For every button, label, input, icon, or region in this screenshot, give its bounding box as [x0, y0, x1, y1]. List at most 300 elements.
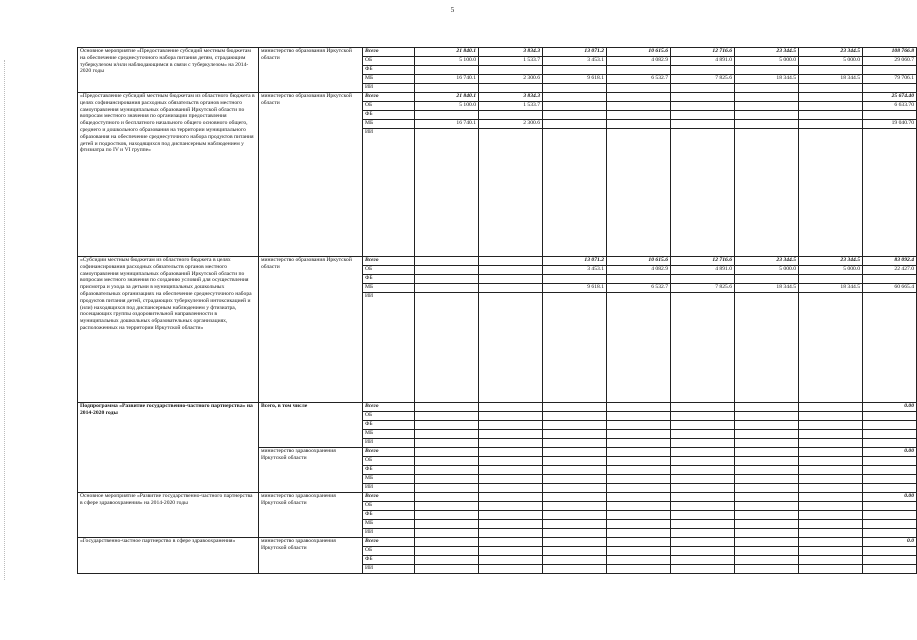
amount-cell	[863, 275, 917, 284]
amount-cell	[479, 430, 543, 439]
amount-cell	[735, 412, 799, 421]
amount-cell	[543, 475, 607, 484]
funding-source: МБ	[363, 284, 415, 293]
amount-cell: 23 344.5	[799, 257, 863, 266]
amount-cell	[863, 484, 917, 493]
amount-cell	[671, 129, 735, 257]
amount-cell	[479, 538, 543, 547]
funding-source: Всего	[363, 448, 415, 457]
amount-cell	[479, 547, 543, 556]
amount-cell	[607, 403, 671, 412]
amount-cell	[863, 457, 917, 466]
amount-cell	[543, 529, 607, 538]
responsible-executor: министерство здравоохранения Иркутской области	[259, 538, 363, 574]
amount-cell	[799, 102, 863, 111]
amount-cell	[479, 266, 543, 275]
amount-cell	[479, 529, 543, 538]
amount-cell: 0.00	[863, 493, 917, 502]
amount-cell	[671, 565, 735, 574]
responsible-executor: министерство образования Иркутской области	[259, 257, 363, 403]
amount-cell	[799, 466, 863, 475]
binding-margin-line	[4, 60, 6, 580]
amount-cell	[415, 293, 479, 403]
amount-cell	[479, 257, 543, 266]
measure-description: Основное мероприятие «Предоставление субсидий местным бюджетам на обеспечение среднесуточного набора питания детям, страдающим туберкулезом и/или наблюдающимся в связи с туберкулезом» на 2014-2020 годы	[78, 48, 259, 93]
amount-cell	[479, 84, 543, 93]
amount-cell	[543, 493, 607, 502]
amount-cell	[671, 293, 735, 403]
amount-cell	[735, 439, 799, 448]
amount-cell: 9 618.1	[543, 75, 607, 84]
amount-cell	[607, 293, 671, 403]
amount-cell	[735, 93, 799, 102]
amount-cell	[735, 484, 799, 493]
amount-cell: 29 060.7	[863, 57, 917, 66]
amount-cell	[479, 275, 543, 284]
amount-cell	[799, 448, 863, 457]
amount-cell: 9 618.1	[543, 284, 607, 293]
amount-cell	[799, 547, 863, 556]
amount-cell	[607, 457, 671, 466]
amount-cell	[735, 403, 799, 412]
funding-source: МБ	[363, 520, 415, 529]
amount-cell	[607, 484, 671, 493]
amount-cell	[799, 556, 863, 565]
amount-cell: 13 071.2	[543, 257, 607, 266]
amount-cell	[799, 439, 863, 448]
amount-cell	[863, 502, 917, 511]
amount-cell: 4 082.9	[607, 57, 671, 66]
amount-cell	[607, 538, 671, 547]
amount-cell	[671, 439, 735, 448]
amount-cell	[799, 111, 863, 120]
amount-cell: 5 100.0	[415, 102, 479, 111]
funding-source: МБ	[363, 475, 415, 484]
amount-cell	[607, 520, 671, 529]
amount-cell	[799, 421, 863, 430]
amount-cell	[671, 520, 735, 529]
amount-cell	[415, 284, 479, 293]
amount-cell: 0.0	[863, 538, 917, 547]
amount-cell: 23 344.5	[799, 48, 863, 57]
amount-cell	[671, 466, 735, 475]
amount-cell: 4 891.0	[671, 266, 735, 275]
amount-cell	[415, 466, 479, 475]
amount-cell	[799, 84, 863, 93]
amount-cell: 18 344.5	[799, 75, 863, 84]
funding-source: ОБ	[363, 102, 415, 111]
amount-cell: 2 300.6	[479, 120, 543, 129]
amount-cell	[543, 102, 607, 111]
amount-cell	[863, 466, 917, 475]
measure-description: Основное мероприятие «Развитие государственно-частного партнерства в сфере здравоохранения» на 2014-2020 годы	[78, 493, 259, 538]
amount-cell: 12 716.6	[671, 257, 735, 266]
amount-cell	[607, 529, 671, 538]
amount-cell	[735, 66, 799, 75]
funding-source: ОБ	[363, 547, 415, 556]
amount-cell	[799, 129, 863, 257]
amount-cell	[607, 275, 671, 284]
amount-cell	[543, 547, 607, 556]
amount-cell	[607, 493, 671, 502]
amount-cell	[799, 66, 863, 75]
amount-cell	[799, 120, 863, 129]
amount-cell: 21 840.1	[415, 93, 479, 102]
amount-cell	[415, 421, 479, 430]
amount-cell	[415, 412, 479, 421]
funding-source: ИИ	[363, 293, 415, 403]
amount-cell: 7 825.6	[671, 75, 735, 84]
funding-source: ФБ	[363, 466, 415, 475]
funding-source: ИИ	[363, 439, 415, 448]
amount-cell	[415, 439, 479, 448]
funding-source: ФБ	[363, 556, 415, 565]
funding-source: ИИ	[363, 529, 415, 538]
amount-cell	[543, 565, 607, 574]
amount-cell	[607, 565, 671, 574]
amount-cell	[479, 421, 543, 430]
amount-cell	[671, 475, 735, 484]
amount-cell	[799, 412, 863, 421]
funding-source: Всего	[363, 93, 415, 102]
amount-cell: 4 082.9	[607, 266, 671, 275]
amount-cell	[543, 84, 607, 93]
funding-source: ОБ	[363, 57, 415, 66]
amount-cell	[863, 565, 917, 574]
amount-cell	[607, 475, 671, 484]
amount-cell	[543, 556, 607, 565]
amount-cell: 21 840.1	[415, 48, 479, 57]
amount-cell	[863, 129, 917, 257]
responsible-executor: министерство здравоохранения Иркутской области	[259, 448, 363, 493]
amount-cell	[543, 275, 607, 284]
amount-cell	[863, 520, 917, 529]
amount-cell	[479, 66, 543, 75]
amount-cell	[799, 502, 863, 511]
amount-cell	[671, 529, 735, 538]
amount-cell	[735, 565, 799, 574]
amount-cell: 83 092.4	[863, 257, 917, 266]
amount-cell	[607, 84, 671, 93]
amount-cell	[671, 421, 735, 430]
amount-cell	[735, 84, 799, 93]
responsible-executor: министерство здравоохранения Иркутской области	[259, 493, 363, 538]
amount-cell	[863, 421, 917, 430]
funding-source: ОБ	[363, 457, 415, 466]
funding-source: Всего	[363, 403, 415, 412]
funding-source: ФБ	[363, 66, 415, 75]
amount-cell	[543, 129, 607, 257]
amount-cell: 16 740.1	[415, 120, 479, 129]
amount-cell	[479, 466, 543, 475]
amount-cell	[863, 439, 917, 448]
amount-cell	[735, 111, 799, 120]
table-row	[78, 48, 917, 57]
amount-cell	[479, 293, 543, 403]
amount-cell	[479, 475, 543, 484]
amount-cell	[479, 403, 543, 412]
amount-cell	[607, 111, 671, 120]
amount-cell	[671, 547, 735, 556]
responsible-executor: министерство образования Иркутской области	[259, 48, 363, 93]
amount-cell	[415, 520, 479, 529]
amount-cell	[543, 403, 607, 412]
amount-cell	[415, 111, 479, 120]
amount-cell	[543, 120, 607, 129]
amount-cell	[799, 275, 863, 284]
amount-cell	[543, 430, 607, 439]
amount-cell	[479, 502, 543, 511]
amount-cell	[671, 275, 735, 284]
amount-cell	[543, 502, 607, 511]
amount-cell: 60 665.4	[863, 284, 917, 293]
funding-source: ФБ	[363, 511, 415, 520]
amount-cell	[607, 102, 671, 111]
funding-source: Всего	[363, 493, 415, 502]
amount-cell	[543, 448, 607, 457]
amount-cell: 3 834.3	[479, 93, 543, 102]
amount-cell	[863, 66, 917, 75]
amount-cell: 3 453.1	[543, 57, 607, 66]
amount-cell: 19 040.70	[863, 120, 917, 129]
amount-cell	[735, 538, 799, 547]
funding-source: ИИ	[363, 484, 415, 493]
amount-cell	[799, 484, 863, 493]
amount-cell	[863, 547, 917, 556]
amount-cell: 7 825.6	[671, 284, 735, 293]
responsible-executor: министерство образования Иркутской области	[259, 93, 363, 257]
amount-cell	[415, 502, 479, 511]
amount-cell	[415, 129, 479, 257]
amount-cell	[479, 284, 543, 293]
amount-cell	[607, 120, 671, 129]
amount-cell	[543, 466, 607, 475]
funding-source: Всего	[363, 48, 415, 57]
amount-cell	[735, 120, 799, 129]
amount-cell	[735, 556, 799, 565]
amount-cell	[799, 430, 863, 439]
amount-cell	[671, 111, 735, 120]
amount-cell	[863, 511, 917, 520]
table-row	[78, 493, 917, 502]
amount-cell	[607, 412, 671, 421]
amount-cell	[799, 565, 863, 574]
amount-cell: 5 100.0	[415, 57, 479, 66]
amount-cell: 10 615.6	[607, 257, 671, 266]
amount-cell	[735, 421, 799, 430]
measure-description: «Субсидии местным бюджетам из областного бюджета в целях софинансирования расходных обязательств органов местного самоуправления муниципальных образований Иркутской области по вопросам местного значения по созданию условий для осуществления присмотра и ухода за детьми в муниципальных дошкольных образовательных организациях на обеспечение среднесуточного набора продуктов питания детей, страдающих туберкулезной интоксикацией и (или) находящихся под диспансерным наблюдением у фтизиатра, посещающих группы оздоровительной направленности в муниципальных дошкольных образовательных организациях, расположенных на территории Иркутской области»	[78, 257, 259, 403]
amount-cell	[415, 538, 479, 547]
amount-cell	[671, 66, 735, 75]
amount-cell	[735, 520, 799, 529]
amount-cell	[799, 493, 863, 502]
responsible-executor: Всего, в том числе	[259, 403, 363, 448]
funding-source: МБ	[363, 75, 415, 84]
funding-source: ИИ	[363, 565, 415, 574]
amount-cell	[607, 556, 671, 565]
amount-cell	[799, 538, 863, 547]
amount-cell	[415, 84, 479, 93]
amount-cell	[671, 511, 735, 520]
amount-cell	[799, 457, 863, 466]
amount-cell	[479, 111, 543, 120]
funding-source: ИИ	[363, 129, 415, 257]
amount-cell	[543, 412, 607, 421]
amount-cell: 6 532.7	[607, 75, 671, 84]
amount-cell	[479, 493, 543, 502]
table-row	[78, 538, 917, 547]
amount-cell	[415, 547, 479, 556]
funding-source: ФБ	[363, 111, 415, 120]
amount-cell: 5 000.0	[735, 57, 799, 66]
funding-source: ФБ	[363, 421, 415, 430]
amount-cell	[543, 93, 607, 102]
amount-cell	[735, 457, 799, 466]
amount-cell	[735, 293, 799, 403]
amount-cell	[607, 502, 671, 511]
amount-cell	[415, 266, 479, 275]
amount-cell	[735, 102, 799, 111]
amount-cell	[735, 529, 799, 538]
amount-cell: 3 453.1	[543, 266, 607, 275]
amount-cell	[863, 84, 917, 93]
amount-cell: 22 427.0	[863, 266, 917, 275]
amount-cell	[607, 421, 671, 430]
amount-cell	[607, 439, 671, 448]
measure-description: «Государственно-частное партнерство в сфере здравоохранения»	[78, 538, 259, 574]
funding-source: МБ	[363, 120, 415, 129]
amount-cell	[415, 484, 479, 493]
amount-cell	[479, 556, 543, 565]
funding-table	[77, 47, 917, 574]
amount-cell	[607, 466, 671, 475]
amount-cell	[415, 66, 479, 75]
amount-cell	[863, 475, 917, 484]
amount-cell	[671, 457, 735, 466]
amount-cell	[415, 475, 479, 484]
amount-cell	[735, 511, 799, 520]
amount-cell: 6 532.7	[607, 284, 671, 293]
amount-cell: 12 716.6	[671, 48, 735, 57]
amount-cell	[671, 493, 735, 502]
amount-cell	[735, 430, 799, 439]
amount-cell	[671, 403, 735, 412]
amount-cell	[671, 120, 735, 129]
amount-cell: 0.00	[863, 448, 917, 457]
amount-cell	[671, 102, 735, 111]
amount-cell: 1 533.7	[479, 57, 543, 66]
amount-cell	[479, 439, 543, 448]
amount-cell	[415, 430, 479, 439]
amount-cell	[735, 502, 799, 511]
amount-cell	[735, 466, 799, 475]
amount-cell: 18 344.5	[735, 284, 799, 293]
funding-source: ОБ	[363, 502, 415, 511]
amount-cell: 3 834.3	[479, 48, 543, 57]
amount-cell	[735, 547, 799, 556]
amount-cell: 23 344.5	[735, 257, 799, 266]
funding-source: МБ	[363, 430, 415, 439]
amount-cell	[799, 403, 863, 412]
amount-cell	[607, 547, 671, 556]
table-row	[78, 93, 917, 102]
amount-cell	[671, 93, 735, 102]
amount-cell	[799, 511, 863, 520]
amount-cell	[415, 556, 479, 565]
funding-source: Всего	[363, 257, 415, 266]
amount-cell	[543, 457, 607, 466]
funding-source: ОБ	[363, 412, 415, 421]
amount-cell	[543, 439, 607, 448]
amount-cell	[863, 293, 917, 403]
amount-cell: 18 344.5	[799, 284, 863, 293]
amount-cell	[543, 511, 607, 520]
amount-cell: 18 344.5	[735, 75, 799, 84]
amount-cell	[479, 565, 543, 574]
amount-cell: 4 891.0	[671, 57, 735, 66]
amount-cell	[479, 520, 543, 529]
amount-cell	[735, 129, 799, 257]
amount-cell	[543, 111, 607, 120]
amount-cell	[735, 493, 799, 502]
table-row	[78, 257, 917, 266]
amount-cell	[479, 511, 543, 520]
amount-cell	[607, 93, 671, 102]
amount-cell	[415, 529, 479, 538]
table-row	[78, 403, 917, 412]
amount-cell	[735, 275, 799, 284]
amount-cell	[479, 129, 543, 257]
amount-cell	[415, 493, 479, 502]
amount-cell	[735, 475, 799, 484]
amount-cell	[479, 484, 543, 493]
amount-cell	[863, 430, 917, 439]
amount-cell	[415, 511, 479, 520]
amount-cell	[671, 430, 735, 439]
amount-cell	[543, 66, 607, 75]
amount-cell	[543, 520, 607, 529]
funding-source: ОБ	[363, 266, 415, 275]
measure-description: «Предоставление субсидий местным бюджетам из областного бюджета в целях софинансирования расходных обязательств органов местного самоуправления муниципальных образований Иркутской области по вопросам местного значения по организации предоставления общедоступного и бесплатного начального общего основного общего, среднего и дошкольного образования на территории муниципального образования на обеспечение среднесуточного набора продуктов питания детей и подростков, находящихся под диспансерным наблюдением у фтизиатра по IV и VI группе»	[78, 93, 259, 257]
amount-cell	[799, 520, 863, 529]
amount-cell	[671, 448, 735, 457]
amount-cell	[671, 502, 735, 511]
amount-cell	[415, 565, 479, 574]
amount-cell	[863, 556, 917, 565]
measure-description: Подпрограмма «Развитие государственно-частного партнерства» на 2014-2020 годы	[78, 403, 259, 493]
amount-cell	[735, 448, 799, 457]
amount-cell	[415, 403, 479, 412]
amount-cell: 23 344.5	[735, 48, 799, 57]
amount-cell: 5 000.0	[799, 266, 863, 275]
amount-cell	[607, 430, 671, 439]
amount-cell	[543, 538, 607, 547]
amount-cell	[671, 84, 735, 93]
amount-cell	[671, 556, 735, 565]
amount-cell	[863, 111, 917, 120]
amount-cell: 1 533.7	[479, 102, 543, 111]
amount-cell: 16 740.1	[415, 75, 479, 84]
page-number: 5	[450, 6, 455, 14]
amount-cell	[607, 129, 671, 257]
amount-cell: 0.00	[863, 403, 917, 412]
amount-cell	[479, 448, 543, 457]
amount-cell: 6 633.70	[863, 102, 917, 111]
amount-cell	[799, 475, 863, 484]
amount-cell	[671, 412, 735, 421]
amount-cell	[607, 66, 671, 75]
amount-cell: 13 071.2	[543, 48, 607, 57]
